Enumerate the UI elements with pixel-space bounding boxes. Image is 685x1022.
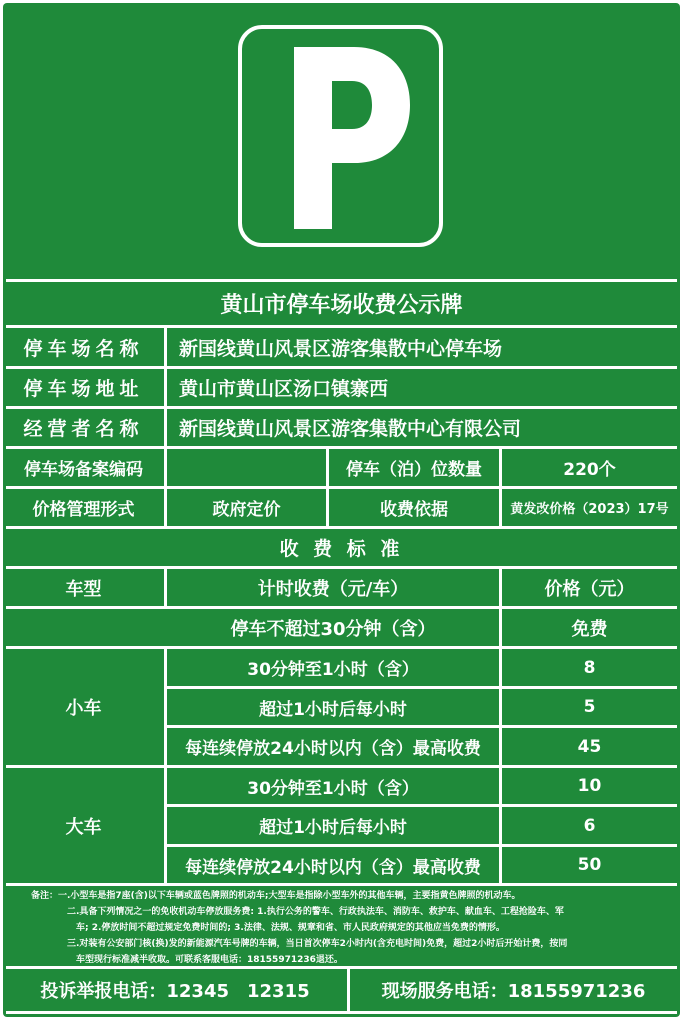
notes bbox=[31, 888, 671, 968]
price-mgmt-value: 政府定价 bbox=[212, 500, 281, 520]
service-phone: 现场服务电话：18155971236 bbox=[381, 981, 646, 1002]
note-line: 车; 2.停放时间不超过规定免费时间的; 3.法律、法规、规章和省、市人民政府规定的其他应当免费的情形。 bbox=[31, 923, 505, 933]
table-row: 30分钟至1小时（含） bbox=[247, 778, 419, 799]
operator-value: 新国线黄山风景区游客集散中心有限公司 bbox=[179, 418, 522, 440]
record-label: 停车场备案编码 bbox=[24, 460, 143, 480]
table-row: 超过1小时后每小时 bbox=[259, 818, 407, 838]
record-value bbox=[167, 449, 326, 486]
name-label: 停车场名称 bbox=[23, 337, 144, 360]
note-line: 车型现行标准减半收取。可联系客服电话：18155971236退还。 bbox=[31, 955, 343, 965]
table-row: 每连续停放24小时以内（含）最高收费 bbox=[185, 857, 481, 878]
table-row-price: 5 bbox=[583, 697, 596, 717]
operator-label: 经营者名称 bbox=[23, 418, 144, 440]
table-row-price: 6 bbox=[583, 815, 596, 836]
table-row-price: 10 bbox=[577, 776, 602, 796]
small-car-type: 小车 bbox=[65, 698, 102, 719]
note-line: 备注：一.小型车是指7座(含)以下车辆或蓝色牌照的机动车;大型车是指除小型车外的其他车辆，主要指黄色牌照的机动车。 bbox=[31, 891, 521, 901]
address-label: 停车场地址 bbox=[23, 378, 144, 400]
divider bbox=[6, 883, 677, 886]
basis-label: 收费依据 bbox=[380, 500, 448, 520]
table-row: 每连续停放24小时以内（含）最高收费 bbox=[185, 739, 481, 759]
table-row-price: 50 bbox=[577, 855, 602, 875]
price-mgmt-label: 价格管理形式 bbox=[32, 500, 135, 520]
divider bbox=[6, 1011, 677, 1014]
table-row: 超过1小时后每小时 bbox=[259, 699, 407, 720]
standard-title: 收 费 标 准 bbox=[279, 538, 404, 560]
note-line: 三.对装有公安部门核(换)发的新能源汽车号牌的车辆，当日首次停车2小时内(含充电时间)免费，超过2小时后开始计费，按同 bbox=[31, 939, 568, 949]
parking-fee-sign bbox=[3, 3, 680, 1017]
col-timing-header: 计时收费（元/车） bbox=[257, 578, 409, 600]
free-row-price: 免费 bbox=[571, 618, 608, 640]
free-row-label: 停车不超过30分钟（含） bbox=[230, 618, 436, 640]
note-line: 二.具备下列情况之一的免收机动车停放服务费: 1.执行公务的警车、行政执法车、消防车、救护车、献血车、工程抢险车、军 bbox=[31, 907, 564, 917]
basis-value: 黄发改价格（2023）17号 bbox=[510, 502, 669, 517]
spaces-value: 220个 bbox=[563, 460, 616, 480]
spaces-label: 停车（泊）位数量 bbox=[346, 460, 482, 480]
table-row-price: 45 bbox=[577, 736, 602, 757]
table-row-price: 8 bbox=[583, 657, 596, 678]
large-car-type: 大车 bbox=[65, 816, 102, 838]
address-value: 黄山市黄山区汤口镇寨西 bbox=[179, 378, 389, 400]
table-row: 30分钟至1小时（含） bbox=[247, 660, 419, 680]
sign-title: 黄山市停车场收费公示牌 bbox=[220, 293, 463, 318]
col-price-header: 价格（元） bbox=[544, 578, 635, 600]
parking-icon bbox=[238, 25, 443, 247]
col-type-header: 车型 bbox=[65, 578, 102, 600]
name-value: 新国线黄山风景区游客集散中心停车场 bbox=[179, 337, 503, 360]
complaint-phone: 投诉举报电话：12345 12315 bbox=[40, 981, 310, 1002]
